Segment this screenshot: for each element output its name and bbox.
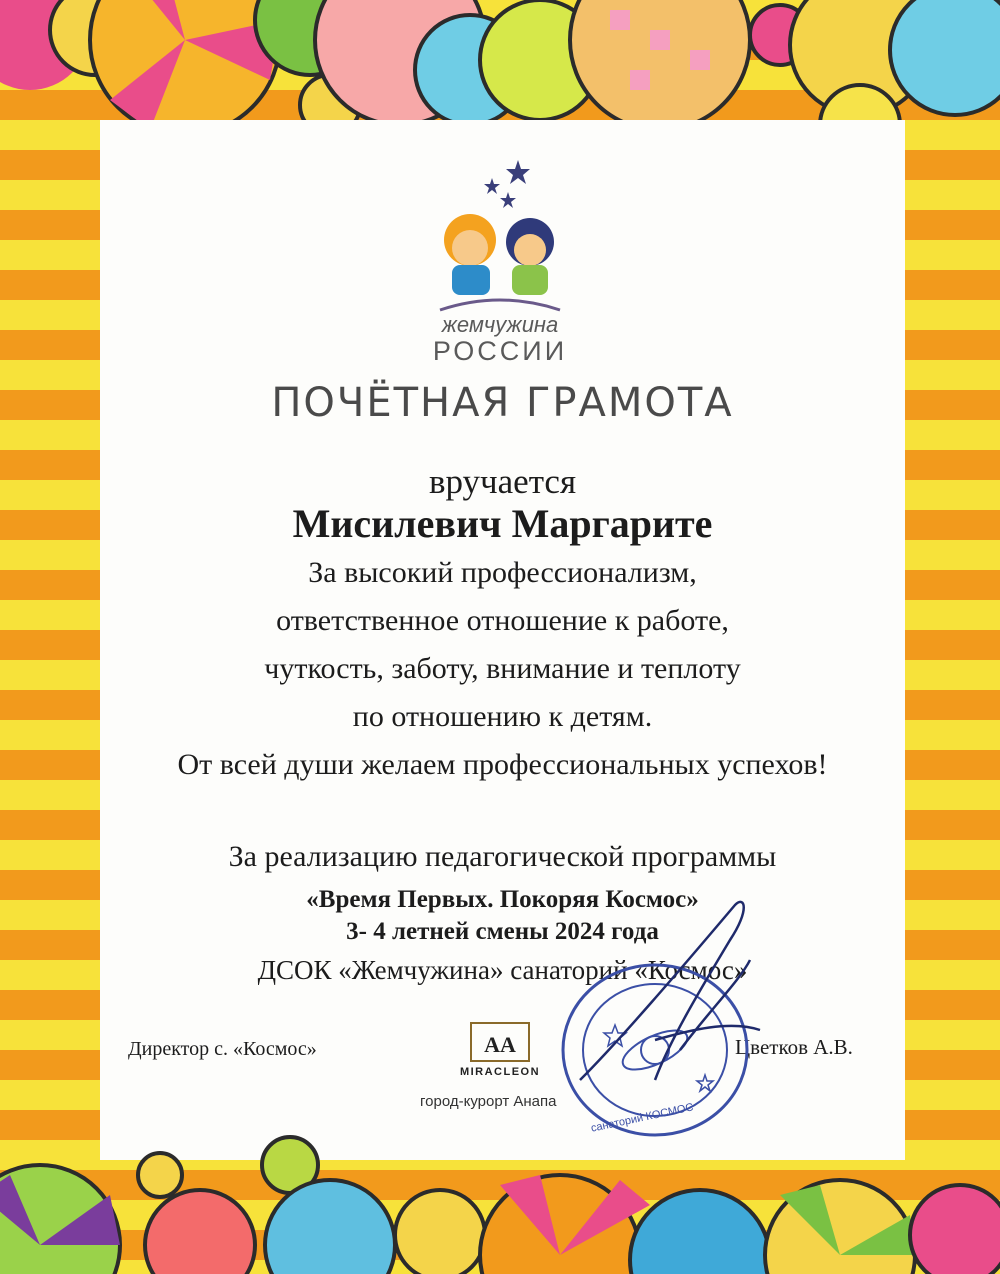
svg-text:AA: AA <box>484 1032 516 1057</box>
sponsor-city: город-курорт Анапа <box>420 1093 557 1110</box>
body-line: ответственное отношение к работе, <box>276 604 729 637</box>
body-line: За высокий профессионализм, <box>308 556 697 589</box>
program-shift: 3- 4 летней смены 2024 года <box>346 918 659 945</box>
body-line: чуткость, заботу, внимание и теплоту <box>264 652 741 685</box>
stamp-caption: санаторий КОСМОС <box>589 1101 695 1135</box>
director-name: Цветков А.В. <box>735 1035 853 1059</box>
certificate-title: ПОЧЁТНАЯ ГРАМОТА <box>271 380 734 426</box>
program-name: «Время Первых. Покоряя Космос» <box>306 886 699 913</box>
awarded-label: вручается <box>428 462 577 501</box>
sponsor-name: MIRACLEON <box>459 1066 541 1078</box>
brand-name-bottom: РОССИИ <box>432 336 568 366</box>
organization: ДСОК «Жемчужина» санаторий «Космос» <box>257 955 748 985</box>
brand-name-top: жемчужина <box>441 312 559 337</box>
recipient-name: Мисилевич Маргарите <box>292 501 713 546</box>
body-line: по отношению к детям. <box>352 700 653 733</box>
miracleon-logo-icon <box>470 1022 530 1062</box>
bottom-decoration <box>0 1135 1000 1274</box>
star-icon <box>484 160 530 208</box>
director-position: Директор с. «Космос» <box>128 1038 317 1060</box>
body-line: От всей души желаем профессиональных успехов! <box>177 748 828 781</box>
program-intro: За реализацию педагогической программы <box>228 840 777 873</box>
signature <box>560 890 780 1090</box>
